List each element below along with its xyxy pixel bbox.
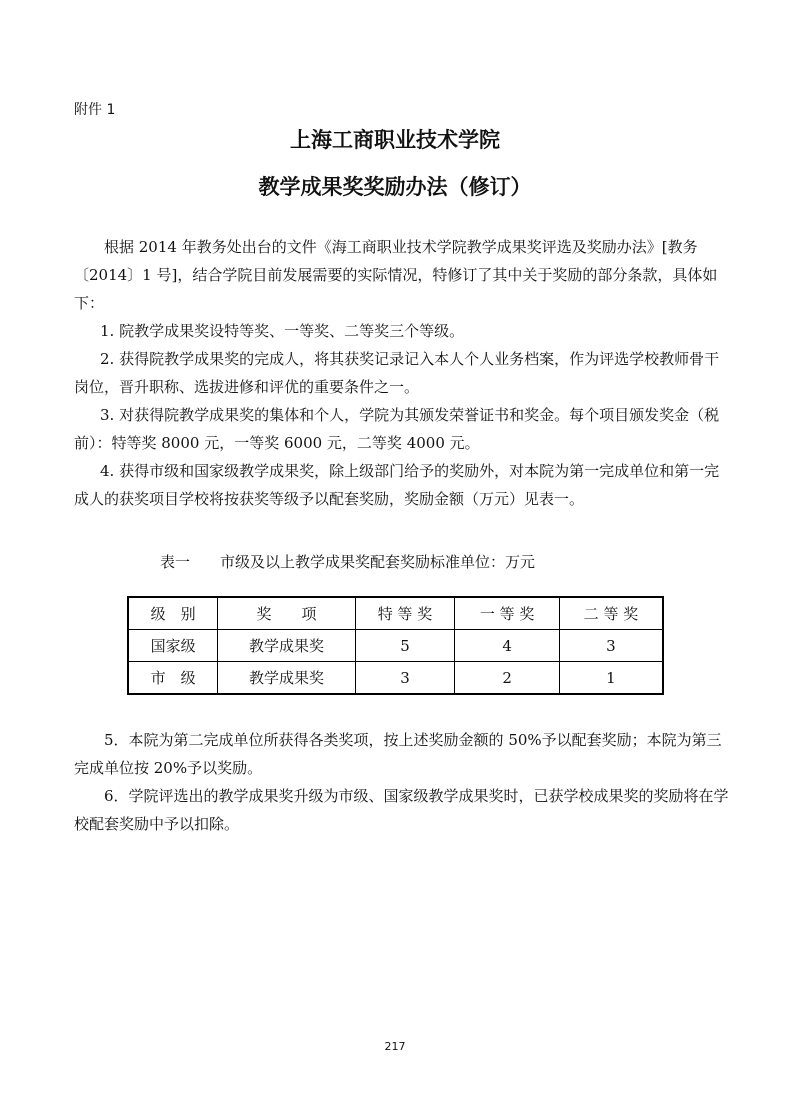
page-number: 217 (384, 1040, 406, 1053)
table-cell: 1 (559, 662, 663, 695)
attachment-label: 附件 1 (74, 102, 116, 118)
table-cell: 国家级 (128, 630, 218, 662)
table-cell: 教学成果奖 (218, 630, 356, 662)
clause-6: 6．学院评选出的教学成果奖升级为市级、国家级教学成果奖时，已获学校成果奖的奖励将在学校配套奖励中予以扣除。 (74, 787, 729, 833)
document-title-line1: 上海工商职业技术学院 (290, 127, 500, 152)
clause-2: 2. 获得院教学成果奖的完成人，将其获奖记录记入本人个人业务档案，作为评选学校教师骨干岗位，晋升职称、选拔进修和评优的重要条件之一。 (74, 350, 720, 396)
body-upper (74, 233, 734, 513)
table-cell: 3 (355, 662, 455, 695)
table-cell: 5 (355, 630, 455, 662)
table-cell: 3 (559, 630, 663, 662)
header-cell-award: 奖 项 (218, 597, 356, 630)
table-header-row (128, 597, 663, 630)
table-cell: 市 级 (128, 662, 218, 695)
header-cell-first: 一 等 奖 (455, 597, 560, 630)
award-standard-table (127, 596, 664, 695)
intro-paragraph: 根据 2014 年教务处出台的文件《海工商职业技术学院教学成果奖评选及奖励办法》[教务〔2014〕1 号]，结合学院目前发展需要的实际情况，特修订了其中关于奖励的部分条款，具体如下： (74, 238, 718, 312)
body-lower (74, 726, 734, 838)
table-row (128, 630, 663, 662)
document-title-line2: 教学成果奖奖励办法（修订） (258, 174, 532, 199)
clause-1: 1. 院教学成果奖设特等奖、一等奖、二等奖三个等级。 (100, 322, 465, 340)
table-cell: 2 (455, 662, 560, 695)
clause-3: 3. 对获得院教学成果奖的集体和个人，学院为其颁发荣誉证书和奖金。每个项目颁发奖金（税前）：特等奖 8000 元，一等奖 6000 元，二等奖 4000 元。 (74, 406, 720, 452)
table-cell: 教学成果奖 (218, 662, 356, 695)
header-cell-special: 特 等 奖 (355, 597, 455, 630)
clause-5: 5．本院为第二完成单位所获得各类奖项，按上述奖励金额的 50%予以配套奖励；本院为第三完成单位按 20%予以奖励。 (74, 731, 722, 777)
table-cell: 4 (455, 630, 560, 662)
clause-4: 4. 获得市级和国家级教学成果奖，除上级部门给予的奖励外，对本院为第一完成单位和第一完成人的获奖项目学校将按获奖等级予以配套奖励，奖励金额（万元）见表一。 (74, 462, 720, 508)
header-cell-level: 级 别 (128, 597, 218, 630)
table-row (128, 662, 663, 695)
table-caption: 表一 市级及以上教学成果奖配套奖励标准单位：万元 (160, 553, 536, 571)
header-cell-second: 二 等 奖 (559, 597, 663, 630)
